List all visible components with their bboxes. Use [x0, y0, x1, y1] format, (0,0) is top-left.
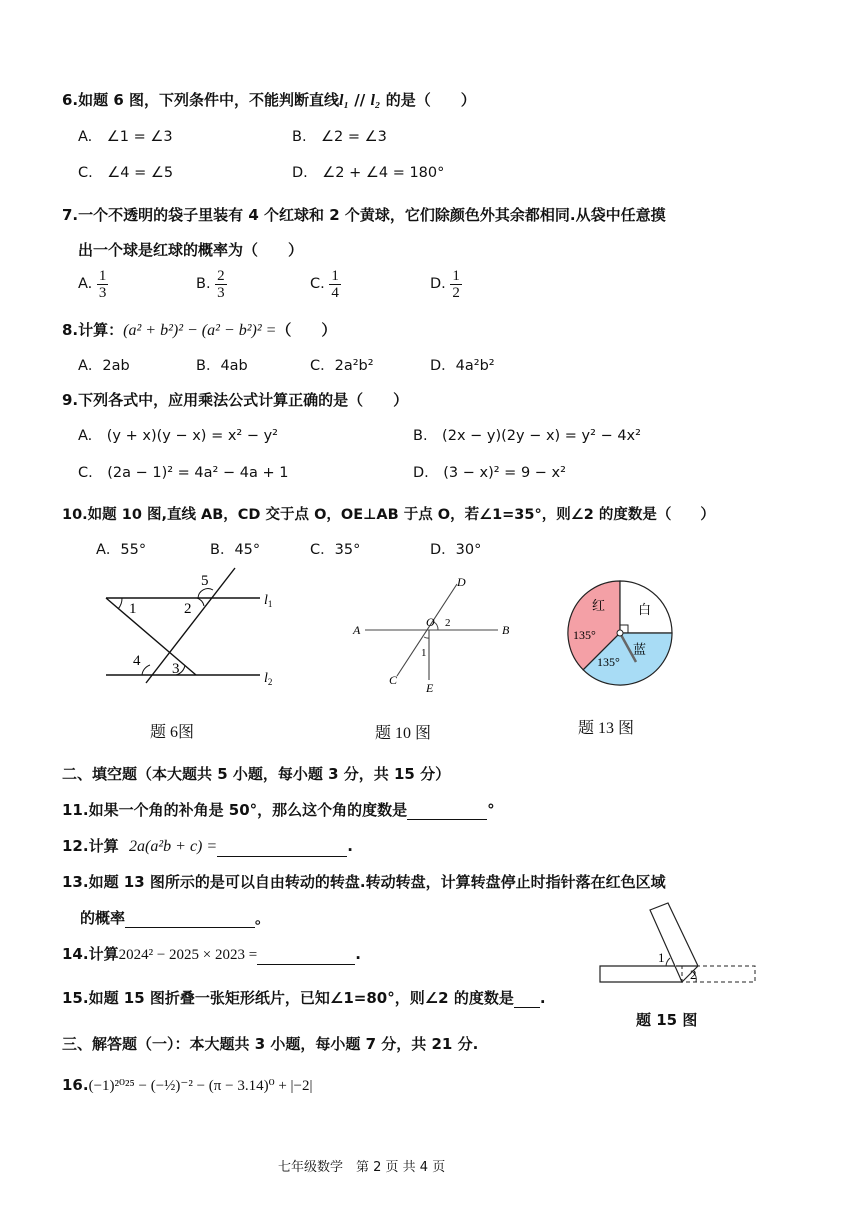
q6-option-c: C. ∠4 = ∠5	[78, 165, 174, 181]
q10-option-a: A．55°	[96, 542, 147, 558]
q7-d-num: 1	[452, 267, 460, 284]
q9-option-c: C. (2a − 1)² = 4a² − 4a + 1	[78, 465, 289, 481]
section3-title: 三、解答题（一）：本大题共 3 小题，每小题 7 分，共 21 分.	[62, 1035, 479, 1053]
fig10-label-1: 1	[421, 647, 427, 659]
q13-stem-line1: 13.如题 13 图所示的是可以自由转动的转盘.转动转盘，计算转盘停止时指针落在红色区域	[62, 873, 666, 891]
q14-expression: 2024² − 2025 × 2023 =	[118, 947, 258, 963]
q7-b-den: 3	[217, 284, 225, 301]
spinner-angle-blue: 135°	[597, 655, 620, 669]
q12	[62, 836, 353, 857]
q7-b-fraction	[215, 268, 227, 301]
fig6-angle-2-arc	[197, 598, 204, 606]
q15	[62, 988, 546, 1008]
q11-tail: °	[487, 801, 495, 819]
q14-tail: .	[355, 945, 361, 963]
fig6-angle-5-arc	[198, 589, 213, 598]
fig15-angle-1-arc	[666, 958, 670, 966]
fig6-l2-letter: l	[264, 671, 268, 686]
q7-d-label: D.	[430, 276, 446, 292]
fig6-label-1: 1	[129, 601, 137, 617]
fig13-caption: 题 13 图	[578, 720, 635, 737]
figure-15-folded-paper	[598, 900, 758, 988]
q7-a-fraction	[97, 268, 109, 301]
fig10-label-a: A	[353, 623, 361, 637]
q7-option-b	[196, 266, 227, 302]
q15-tail: .	[539, 989, 546, 1007]
q14	[62, 944, 361, 965]
q16	[62, 1072, 313, 1099]
fig6-label-l2	[264, 671, 272, 687]
fig10-label-2: 2	[445, 617, 451, 629]
fig6-label-l1	[264, 593, 272, 609]
q10-stem: 10.如题 10 图,直线 AB，CD 交于点 O，OE⊥AB 于点 O，若∠1=35°，则∠2 的度数是（ ）	[62, 507, 715, 523]
figure-6	[100, 565, 290, 695]
q6-l2: l₂	[370, 92, 381, 109]
fig6-angle-4-arc	[142, 665, 150, 675]
q6-option-b: B. ∠2 = ∠3	[292, 129, 387, 145]
q7-stem-line1: 7.一个不透明的袋子里装有 4 个红球和 2 个黄球，它们除颜色外其余都相同.从袋中任意摸	[62, 206, 666, 224]
q6-stem-text: 6.如题 6 图，下列条件中，不能判断直线	[62, 91, 340, 109]
q10-option-b: B．45°	[210, 542, 261, 558]
q10-option-d: D．30°	[430, 542, 482, 558]
q7-a-den: 3	[98, 284, 107, 301]
q7-a-label: A.	[78, 276, 93, 292]
fig10-label-b: B	[502, 623, 510, 637]
q12-tail: .	[347, 837, 353, 855]
q7-stem-line2: 出一个球是红球的概率为（ ）	[78, 241, 304, 259]
q8-option-d: D．4a²b²	[430, 358, 495, 374]
q12-text: 12.计算	[62, 837, 119, 855]
q10-option-c: C．35°	[310, 542, 361, 558]
q6-l1: l₁	[339, 92, 350, 109]
q11	[62, 800, 495, 820]
q8-expression: (a² + b²)² − (a² − b²)² =	[123, 322, 277, 339]
fig6-label-5: 5	[201, 573, 209, 589]
spinner-angle-red: 135°	[573, 628, 596, 642]
q12-answer-blank[interactable]	[217, 840, 347, 857]
q13-answer-blank[interactable]	[125, 911, 255, 928]
q7-c-label: C.	[310, 276, 325, 292]
q11-answer-blank[interactable]	[407, 803, 487, 820]
q9-option-d: D. (3 − x)² = 9 − x²	[413, 465, 566, 481]
q7-option-d	[430, 266, 462, 302]
q7-option-c	[310, 266, 341, 302]
fig6-label-4: 4	[133, 653, 141, 669]
q6-parallel: //	[349, 91, 371, 109]
fig6-angle-1-arc	[118, 598, 122, 609]
q7-c-num: 1	[331, 267, 339, 284]
fig15-label-2: 2	[690, 967, 697, 982]
fig6-label-2: 2	[184, 601, 192, 617]
q8-tail: （ ）	[276, 321, 337, 339]
figure-13-spinner	[560, 576, 680, 696]
spinner-label-blue: 蓝	[633, 642, 647, 657]
q9-option-b: B. (2x − y)(2y − x) = y² − 4x²	[413, 428, 641, 444]
spinner-label-red: 红	[592, 598, 606, 613]
q7-d-den: 2	[452, 284, 460, 301]
fig10-label-c: C	[389, 673, 398, 687]
fig6-caption: 题 6图	[150, 724, 195, 741]
q8-stem	[62, 320, 336, 341]
q13-tail: 。	[255, 909, 271, 927]
fig15-label-1: 1	[658, 950, 665, 965]
q14-text: 14.计算	[62, 945, 119, 963]
fig6-l1-letter: l	[264, 593, 268, 608]
q13-stem-line2	[80, 908, 270, 928]
figure-10	[345, 572, 525, 697]
q15-text: 15.如题 15 图折叠一张矩形纸片，已知∠1=80°，则∠2 的度数是	[62, 989, 514, 1007]
q6-stem	[62, 90, 476, 111]
q7-c-den: 4	[331, 284, 339, 301]
q8-option-b: B．4ab	[196, 358, 248, 374]
q7-c-fraction	[329, 268, 341, 301]
q8-option-c: C．2a²b²	[310, 358, 374, 374]
q7-b-num: 2	[217, 267, 225, 284]
q8-stem-text: 8.计算：	[62, 321, 124, 339]
fig6-label-3: 3	[172, 661, 180, 677]
q7-a-num: 1	[98, 267, 107, 284]
q13-stem2-text: 的概率	[80, 909, 126, 927]
page-footer: 七年级数学 第 2 页 共 4 页	[278, 1160, 446, 1175]
q9-stem: 9.下列各式中，应用乘法公式计算正确的是（ ）	[62, 391, 409, 409]
fig10-angle-1-arc	[424, 637, 429, 638]
q16-label: 16.	[62, 1076, 89, 1094]
fig10-label-e: E	[426, 681, 434, 695]
q12-expression: 2a(a²b + c) =	[129, 838, 218, 855]
q7-d-fraction	[450, 268, 462, 301]
q6-option-d: D. ∠2 + ∠4 = 180°	[292, 165, 445, 181]
q6-option-a: A. ∠1 = ∠3	[78, 129, 173, 145]
q15-answer-blank[interactable]	[514, 991, 540, 1008]
q7-b-label: B.	[196, 276, 211, 292]
q9-option-a: A. (y + x)(y − x) = x² − y²	[78, 428, 278, 444]
q6-tail: 的是（ ）	[380, 91, 476, 109]
q16-expression: (−1)²⁰²⁵ − (−½)⁻² − (π − 3.14)⁰ + |−2|	[88, 1078, 313, 1094]
section2-title: 二、填空题（本大题共 5 小题，每小题 3 分，共 15 分）	[62, 765, 451, 783]
fig6-transversal-2	[146, 568, 235, 683]
fig6-l1-sub: 1	[267, 599, 273, 609]
spinner-center	[617, 630, 623, 636]
q7-option-a	[78, 266, 108, 302]
q8-option-a: A．2ab	[78, 358, 130, 374]
fig10-label-o: O	[426, 615, 435, 629]
fig10-caption: 题 10 图	[375, 725, 432, 742]
q14-answer-blank[interactable]	[257, 948, 355, 965]
fig15-strip-bottom	[600, 966, 682, 982]
fig15-caption: 题 15 图	[636, 1011, 698, 1029]
fig10-label-d: D	[457, 575, 466, 589]
q11-text: 11.如果一个角的补角是 50°，那么这个角的度数是	[62, 801, 408, 819]
fig6-l2-sub: 2	[267, 677, 273, 687]
spinner-label-white: 白	[638, 602, 652, 617]
